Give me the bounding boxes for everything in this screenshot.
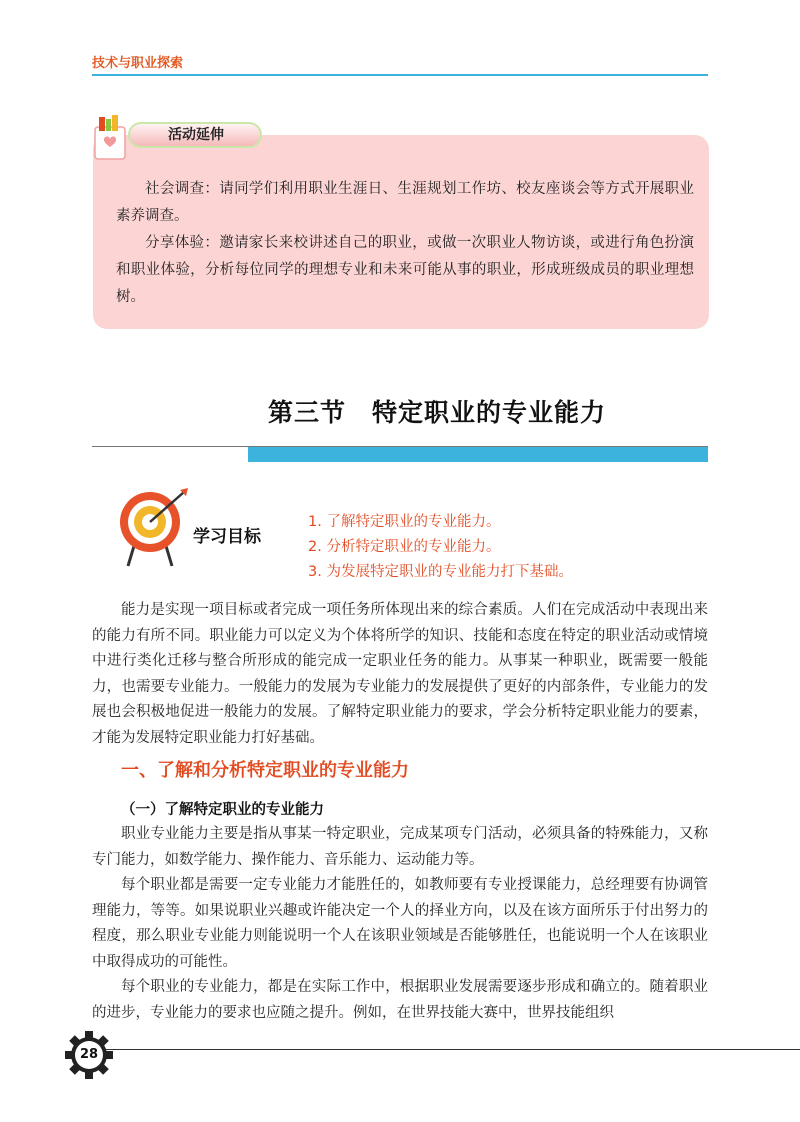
goal-item: 3. 为发展特定职业的专业能力打下基础。 bbox=[308, 564, 573, 580]
activity-text bbox=[116, 176, 694, 311]
header-rule bbox=[92, 74, 708, 76]
goals-list bbox=[308, 510, 573, 585]
target-icon bbox=[118, 486, 192, 568]
activity-paragraph: 分享体验：邀请家长来校讲述自己的职业，或做一次职业人物访谈，或进行角色扮演和职业体验，分析每位同学的理想专业和未来可能从事的职业，形成班级成员的职业理想树。 bbox=[116, 235, 694, 305]
main-paragraph: 每个职业的专业能力，都是在实际工作中，根据职业发展需要逐步形成和确立的。随着职业的进步，专业能力的要求也应随之提升。例如，在世界技能大赛中，世界技能组织 bbox=[92, 979, 708, 1021]
section-title: 第三节 特定职业的专业能力 bbox=[268, 398, 607, 427]
intro-paragraph: 能力是实现一项目标或者完成一项任务所体现出来的综合素质。人们在完成活动中表现出来的能力有所不同。职业能力可以定义为个体将所学的知识、技能和态度在特定的职业活动或情境中进行类化迁移与整合所形成的能完成一定职业任务的能力。从事某一种职业，既需要一般能力，也需要专业能力。一般能力的发展为专业能力的发展提供了更好的内部条件，专业能力的发展也会积极地促进一般能力的发展。了解特定职业能力的要求，学会分析特定职业能力的要素，才能为发展特定职业能力打好基础。 bbox=[92, 602, 708, 746]
main-text bbox=[92, 822, 708, 1026]
running-header: 技术与职业探索 bbox=[92, 56, 184, 71]
goal-item: 2. 分析特定职业的专业能力。 bbox=[308, 539, 501, 555]
main-paragraph: 职业专业能力主要是指从事某一特定职业，完成某项专门活动，必须具备的特殊能力，又称专门能力，如数学能力、操作能力、音乐能力、运动能力等。 bbox=[92, 826, 708, 868]
goals-label: 学习目标 bbox=[193, 527, 261, 547]
activity-paragraph: 社会调查：请同学们利用职业生涯日、生涯规划工作坊、校友座谈会等方式开展职业素养调查。 bbox=[116, 181, 694, 224]
intro-text bbox=[92, 598, 708, 751]
page-number: 28 bbox=[79, 1047, 99, 1062]
heading-1: 一、了解和分析特定职业的专业能力 bbox=[121, 760, 409, 781]
footer-rule bbox=[92, 1049, 800, 1050]
activity-tab: 活动延伸 bbox=[128, 122, 262, 148]
heading-2: （一）了解特定职业的专业能力 bbox=[121, 802, 324, 818]
main-paragraph: 每个职业都是需要一定专业能力才能胜任的，如教师要有专业授课能力，总经理要有协调管理能力，等等。如果说职业兴趣或许能决定一个人的择业方向，以及在该方面所乐于付出努力的程度，那么职业专业能力则能说明一个人在该职业领域是否能够胜任，也能说明一个人在该职业中取得成功的可能性。 bbox=[92, 877, 708, 970]
goal-item: 1. 了解特定职业的专业能力。 bbox=[308, 514, 501, 530]
section-bar bbox=[248, 447, 708, 462]
